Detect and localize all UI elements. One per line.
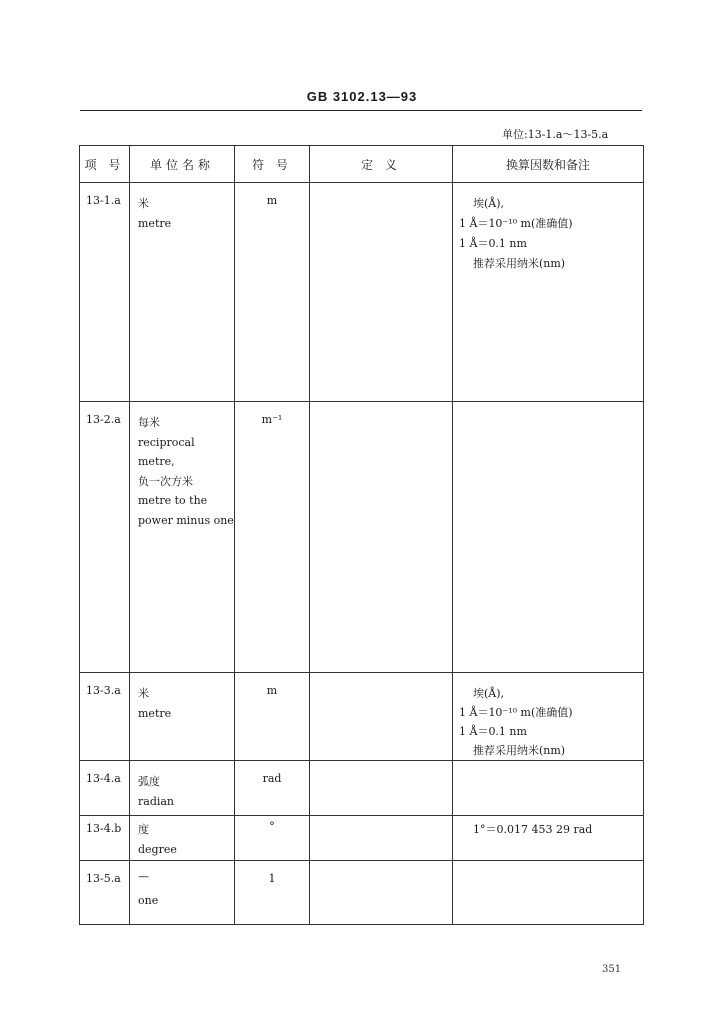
- unit-name: 弧度: [138, 775, 160, 788]
- definition-cell: [310, 673, 453, 761]
- unit-name-cell: [130, 673, 235, 761]
- unit-name-en: metre: [138, 706, 172, 720]
- notes-cell: [453, 816, 644, 861]
- table-header-row: [80, 146, 644, 183]
- unit-name-en: metre,: [138, 455, 175, 468]
- unit-name-cell: [130, 816, 235, 861]
- unit-name: 每米: [138, 416, 160, 429]
- definition-cell: [310, 183, 453, 402]
- item-number: 13-4.a: [80, 761, 130, 816]
- col-header-unit-name: 单位名称: [130, 146, 235, 183]
- header-rule: [80, 110, 642, 111]
- item-number: 13-5.a: [80, 861, 130, 925]
- col-header-definition: 定 义: [310, 146, 453, 183]
- units-table: [79, 145, 644, 925]
- notes-cell: [453, 861, 644, 925]
- unit-name: —: [138, 870, 149, 883]
- notes-cell: [453, 183, 644, 402]
- unit-symbol: m: [235, 183, 310, 402]
- unit-name-en: radian: [138, 794, 175, 808]
- unit-symbol: m⁻¹: [235, 402, 310, 673]
- table-row: [80, 761, 644, 816]
- note-line: 1 Å＝10⁻¹⁰ m(准确值): [459, 217, 573, 230]
- notes-cell: [453, 402, 644, 673]
- unit-symbol: rad: [235, 761, 310, 816]
- note-line: 1 Å＝10⁻¹⁰ m(准确值): [459, 706, 573, 719]
- unit-name-en: metre: [138, 216, 172, 230]
- table-row: [80, 673, 644, 761]
- col-header-item-no: 项 号: [80, 146, 130, 183]
- item-number: 13-4.b: [80, 816, 130, 861]
- note-line: 埃(Å),: [473, 687, 505, 700]
- col-header-symbol: 符 号: [235, 146, 310, 183]
- note-line: 埃(Å),: [473, 197, 505, 210]
- item-number: 13-2.a: [80, 402, 130, 673]
- standard-code: GB 3102.13—93: [306, 89, 418, 104]
- col-header-conversion-notes: 换算因数和备注: [453, 146, 644, 183]
- note-line: 1 Å＝0.1 nm: [459, 237, 527, 250]
- definition-cell: [310, 861, 453, 925]
- table-row: [80, 861, 644, 925]
- table-row: [80, 183, 644, 402]
- unit-name-cell: [130, 761, 235, 816]
- page-number: 351: [602, 964, 622, 975]
- unit-name: 米: [138, 197, 149, 210]
- table-row: [80, 816, 644, 861]
- definition-cell: [310, 761, 453, 816]
- note-line: 1°＝0.017 453 29 rad: [473, 823, 593, 836]
- unit-range-label: 单位:13-1.a～13-5.a: [502, 128, 609, 141]
- unit-name-cell: [130, 183, 235, 402]
- unit-name: 米: [138, 687, 149, 700]
- unit-name-cell: [130, 861, 235, 925]
- unit-name-en: one: [138, 894, 159, 907]
- unit-name-en: reciprocal: [138, 435, 195, 449]
- unit-name-en: degree: [138, 842, 177, 856]
- notes-cell: [453, 673, 644, 761]
- definition-cell: [310, 816, 453, 861]
- note-line: 推荐采用纳米(nm): [473, 744, 566, 757]
- unit-name: 度: [138, 823, 149, 836]
- unit-name-alt: 负一次方米: [138, 474, 193, 488]
- unit-name-en: metre to the: [138, 494, 208, 507]
- item-number: 13-3.a: [80, 673, 130, 761]
- unit-symbol: °: [235, 816, 310, 861]
- definition-cell: [310, 402, 453, 673]
- note-line: 1 Å＝0.1 nm: [459, 725, 527, 738]
- table-row: [80, 402, 644, 673]
- item-number: 13-1.a: [80, 183, 130, 402]
- unit-name-cell: [130, 402, 235, 673]
- unit-symbol: 1: [235, 861, 310, 925]
- notes-cell: [453, 761, 644, 816]
- unit-symbol: m: [235, 673, 310, 761]
- unit-name-en: power minus one: [138, 513, 234, 527]
- note-line: 推荐采用纳米(nm): [473, 257, 566, 270]
